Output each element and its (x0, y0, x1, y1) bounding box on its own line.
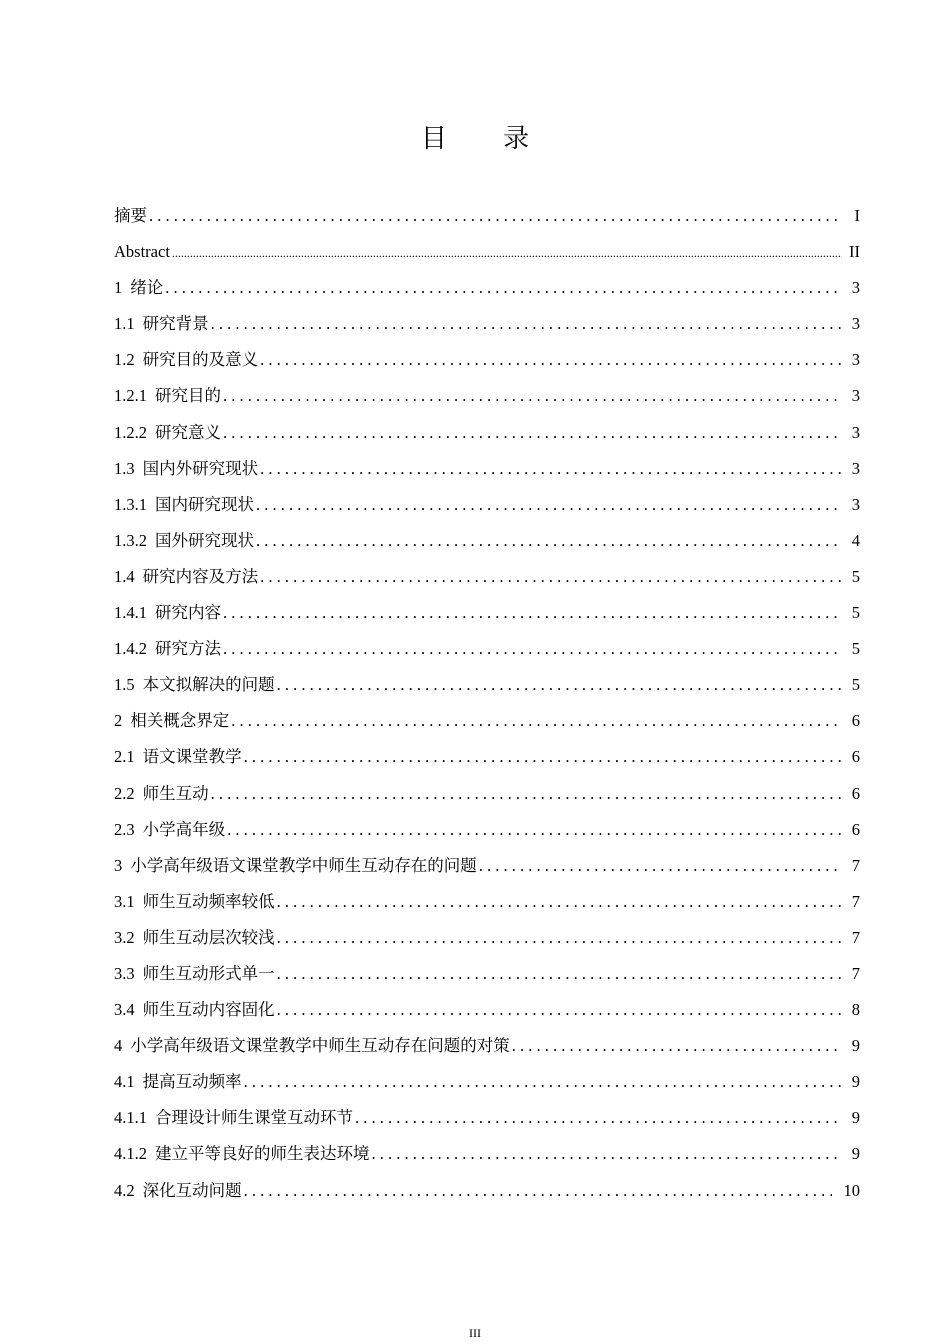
dot-leader (277, 920, 842, 956)
toc-entry[interactable] (114, 487, 860, 523)
toc-entry[interactable] (114, 1136, 860, 1172)
toc-entry-number: 1.4.1 (114, 603, 147, 623)
toc-entry-page: 3 (851, 494, 860, 514)
toc-entry-page: II (849, 242, 860, 262)
toc-entry-number: 1.3.1 (114, 494, 147, 514)
toc-entry-page: 6 (851, 711, 860, 731)
toc-entry-label: 语文课堂教学 (142, 747, 242, 767)
toc-entry-page: 5 (851, 566, 860, 586)
toc-entry-label: 相关概念界定 (130, 711, 230, 731)
toc-entry-page: 3 (851, 278, 860, 298)
toc-entry-page: 3 (851, 314, 860, 334)
toc-entry[interactable] (114, 378, 860, 414)
toc-entry-number: 4 (114, 1036, 123, 1056)
toc-entry-label: 绪论 (130, 278, 164, 298)
dot-leader (227, 812, 842, 848)
toc-entry[interactable] (114, 1100, 860, 1136)
toc-entry[interactable] (114, 992, 860, 1028)
toc-entry-page: 7 (851, 963, 860, 983)
toc-entry-number: 1 (114, 278, 123, 298)
dot-leader (256, 523, 842, 559)
toc-entry-page: 9 (851, 1036, 860, 1056)
toc-entry-label: Abstract (114, 242, 170, 262)
toc-entry-page: 9 (851, 1108, 860, 1128)
toc-entry-page: 3 (851, 350, 860, 370)
dot-leader (277, 884, 842, 920)
toc-entry-page: 3 (851, 422, 860, 442)
toc-entry-page: 3 (851, 386, 860, 406)
toc-entry-page: 7 (851, 927, 860, 947)
toc-entry[interactable] (114, 559, 860, 595)
toc-entry-label: 小学高年级语文课堂教学中师生互动存在问题的对策 (130, 1036, 510, 1056)
toc-entry-page: 7 (851, 855, 860, 875)
toc-entry-label: 研究背景 (142, 314, 209, 334)
dot-leader (260, 451, 842, 487)
page-title: 目 录 (420, 124, 554, 154)
dot-leader (172, 234, 842, 271)
toc-entry-label: 研究内容 (155, 603, 221, 623)
toc-entry-number: 1.3 (114, 458, 135, 478)
toc-entry-page: 6 (851, 783, 860, 803)
dot-leader (260, 559, 842, 595)
toc-entry-number: 3.1 (114, 891, 135, 911)
toc-entry-page: 6 (851, 747, 860, 767)
toc-entry-number: 1.1 (114, 314, 135, 334)
toc-entry-number: 4.2 (114, 1180, 135, 1200)
toc-entry-page: 7 (851, 891, 860, 911)
toc-entry-number: 4.1.1 (114, 1108, 147, 1128)
dot-leader (231, 703, 842, 739)
toc-entry-label: 合理设计师生课堂互动环节 (155, 1108, 353, 1128)
dot-leader (372, 1136, 843, 1172)
toc-entry[interactable] (114, 812, 860, 848)
dot-leader (223, 595, 842, 631)
toc-entry[interactable] (114, 956, 860, 992)
dot-leader (277, 956, 842, 992)
toc-entry-page: 10 (843, 1180, 860, 1200)
toc-entry-label: 提高互动频率 (142, 1072, 242, 1092)
dot-leader (223, 378, 842, 414)
toc-entry-page: 6 (851, 819, 860, 839)
toc-entry-page: 5 (851, 675, 860, 695)
toc-entry-page: 3 (851, 458, 860, 478)
dot-leader (244, 1064, 842, 1100)
toc-entry[interactable] (114, 631, 860, 667)
toc-entry-label: 研究意义 (155, 422, 221, 442)
dot-leader (277, 992, 842, 1028)
toc-entry-page: 5 (851, 603, 860, 623)
table-of-contents (114, 198, 860, 1209)
dot-leader (211, 776, 842, 812)
toc-entry-number: 3.3 (114, 963, 135, 983)
toc-entry-number: 1.3.2 (114, 530, 147, 550)
toc-entry-number: 3.4 (114, 1000, 135, 1020)
toc-entry[interactable] (114, 848, 860, 884)
dot-leader (149, 198, 842, 234)
toc-entry-number: 2 (114, 711, 123, 731)
toc-entry-number: 1.5 (114, 675, 135, 695)
dot-leader (223, 631, 842, 667)
toc-entry[interactable] (114, 270, 860, 306)
page-number: III (469, 1326, 481, 1340)
toc-entry-label: 研究目的及意义 (142, 350, 259, 370)
toc-entry[interactable] (114, 703, 860, 739)
toc-entry-label: 师生互动 (142, 783, 209, 803)
toc-entry-label: 摘要 (114, 206, 147, 225)
toc-entry-label: 研究内容及方法 (142, 566, 259, 586)
toc-entry-label: 师生互动内容固化 (142, 1000, 275, 1020)
toc-entry[interactable] (114, 342, 860, 378)
dot-leader (512, 1028, 842, 1064)
toc-entry-label: 国内外研究现状 (142, 458, 259, 478)
toc-entry[interactable] (114, 667, 860, 703)
toc-entry[interactable] (114, 451, 860, 487)
toc-entry-page: 8 (851, 1000, 860, 1020)
dot-leader (211, 306, 842, 342)
toc-entry-label: 师生互动形式单一 (142, 963, 275, 983)
toc-entry-number: 1.4 (114, 566, 135, 586)
toc-entry-label: 小学高年级语文课堂教学中师生互动存在的问题 (130, 855, 477, 875)
toc-entry-label: 深化互动问题 (142, 1180, 242, 1200)
toc-entry-number: 1.2.2 (114, 422, 147, 442)
toc-entry-abstract-cn[interactable] (114, 198, 860, 234)
toc-entry[interactable] (114, 415, 860, 451)
toc-entry-label: 师生互动频率较低 (142, 891, 275, 911)
toc-entry[interactable] (114, 306, 860, 342)
toc-entry-number: 4.1 (114, 1072, 135, 1092)
dot-leader (244, 1173, 832, 1209)
toc-entry-page: 4 (851, 530, 860, 550)
toc-entry-page: 9 (851, 1072, 860, 1092)
toc-entry-number: 2.3 (114, 819, 135, 839)
toc-entry[interactable] (114, 776, 860, 812)
toc-entry[interactable] (114, 1173, 860, 1209)
toc-entry-number: 2.1 (114, 747, 135, 767)
toc-entry[interactable] (114, 920, 860, 956)
dot-leader (165, 270, 842, 306)
toc-entry-page: 9 (851, 1144, 860, 1164)
dot-leader (260, 342, 842, 378)
toc-entry-number: 3.2 (114, 927, 135, 947)
toc-entry-label: 本文拟解决的问题 (142, 675, 275, 695)
toc-entry-page: I (854, 206, 860, 225)
toc-entry[interactable] (114, 523, 860, 559)
toc-entry-label: 研究目的 (155, 386, 221, 406)
dot-leader (223, 415, 842, 451)
dot-leader (355, 1100, 842, 1136)
toc-entry-label: 建立平等良好的师生表达环境 (155, 1144, 370, 1164)
dot-leader (277, 667, 842, 703)
toc-entry[interactable] (114, 884, 860, 920)
toc-entry-number: 1.2.1 (114, 386, 147, 406)
toc-entry-number: 4.1.2 (114, 1144, 147, 1164)
dot-leader (244, 739, 842, 775)
toc-entry-number: 2.2 (114, 783, 135, 803)
toc-entry[interactable] (114, 595, 860, 631)
dot-leader (256, 487, 842, 523)
toc-entry-label: 国内研究现状 (155, 494, 254, 514)
dot-leader (479, 848, 842, 884)
toc-entry[interactable] (114, 1064, 860, 1100)
toc-entry-number: 1.4.2 (114, 639, 147, 659)
toc-entry[interactable] (114, 739, 860, 775)
toc-entry-page: 5 (851, 639, 860, 659)
toc-entry[interactable] (114, 1028, 860, 1064)
toc-entry-label: 小学高年级 (142, 819, 226, 839)
toc-entry-number: 3 (114, 855, 123, 875)
toc-entry-number: 1.2 (114, 350, 135, 370)
toc-entry-abstract-en[interactable] (114, 234, 860, 270)
toc-entry-label: 师生互动层次较浅 (142, 927, 275, 947)
toc-entry-label: 国外研究现状 (155, 530, 254, 550)
toc-entry-label: 研究方法 (155, 639, 221, 659)
